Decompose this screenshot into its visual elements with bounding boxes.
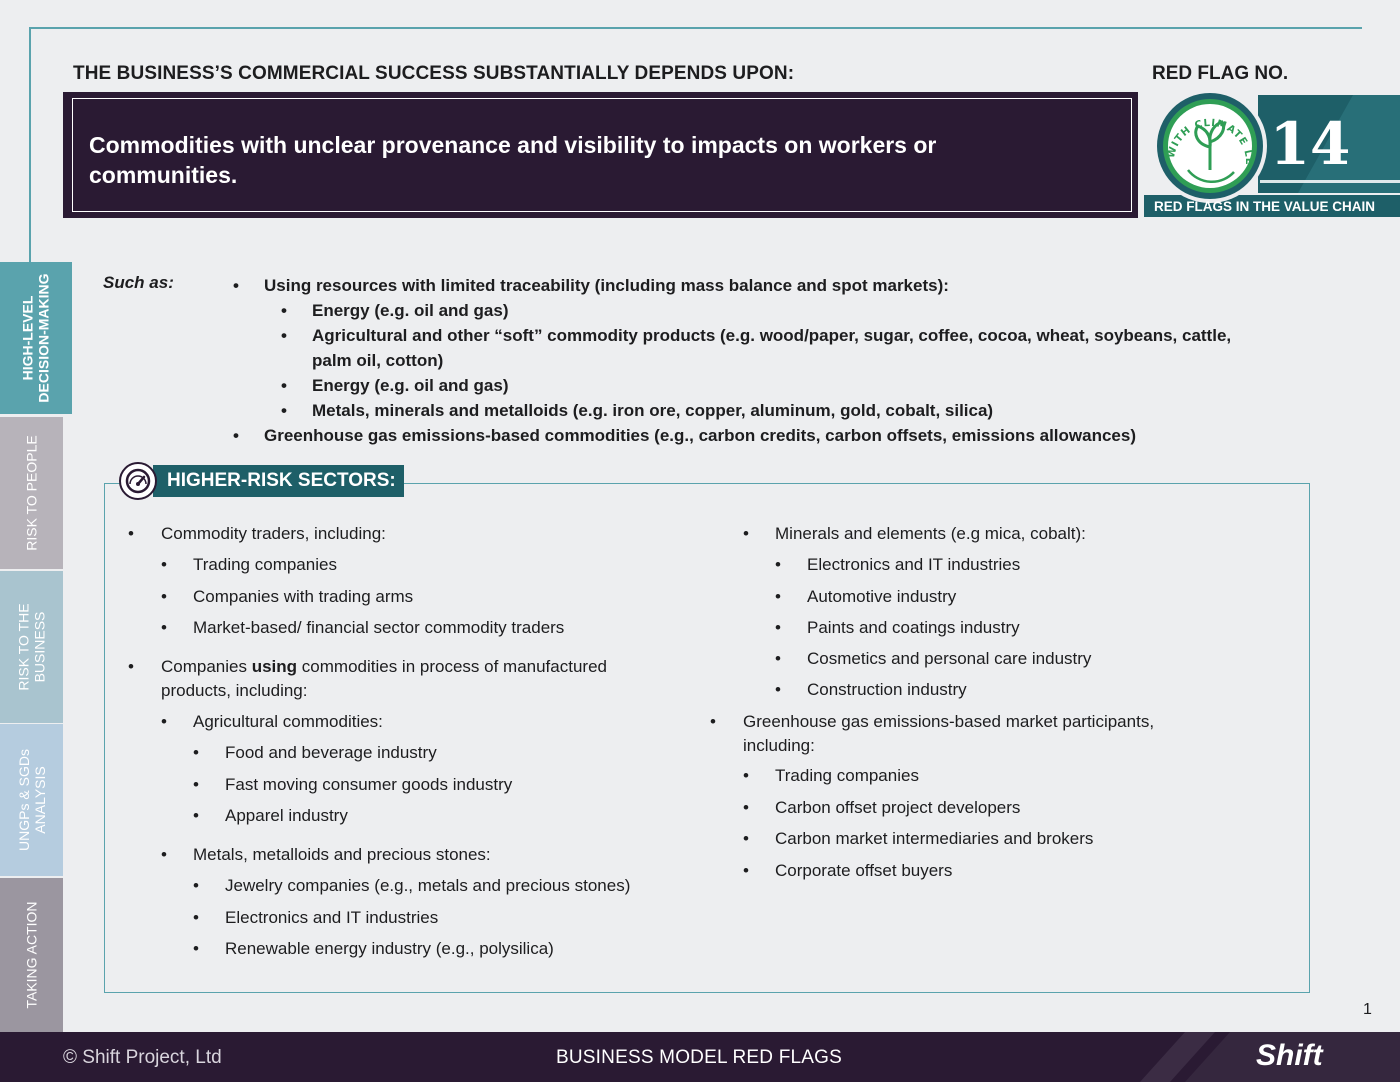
text-part-bold: using bbox=[251, 657, 298, 676]
list-item: • Energy (e.g. oil and gas) bbox=[281, 301, 509, 320]
list-item: Metals, metalloids and precious stones: bbox=[193, 845, 491, 864]
list-item: Food and beverage industry bbox=[225, 743, 437, 762]
tab-label-line: ANALYSIS bbox=[31, 766, 48, 834]
list-item: • Greenhouse gas emissions-based commodities (e.g., carbon credits, carbon offsets, emissions allowances) bbox=[233, 426, 1136, 445]
bullet: • bbox=[161, 845, 167, 864]
bullet: • bbox=[775, 555, 781, 574]
bullet: • bbox=[193, 806, 199, 825]
tab-label-line: HIGH-LEVEL bbox=[20, 295, 36, 381]
list-item: Corporate offset buyers bbox=[775, 861, 953, 880]
list-item bbox=[161, 655, 607, 679]
bullet: • bbox=[775, 649, 781, 668]
list-item: Construction industry bbox=[807, 680, 967, 699]
list-item-continued: products, including: bbox=[161, 681, 308, 700]
tab-label-line: UNGPs & SGDs bbox=[15, 749, 32, 851]
page-number: 1 bbox=[1363, 1001, 1372, 1018]
bullet: • bbox=[161, 618, 167, 637]
bullet: • bbox=[193, 908, 199, 927]
list-item: Paints and coatings industry bbox=[807, 618, 1020, 637]
list-item: Apparel industry bbox=[225, 806, 348, 825]
list-item: Fast moving consumer goods industry bbox=[225, 775, 513, 794]
shift-logo[interactable]: Shift bbox=[1256, 1039, 1323, 1072]
text-part: Companies bbox=[161, 657, 252, 676]
bullet: • bbox=[743, 861, 749, 880]
list-item: • Metals, minerals and metalloids (e.g. iron ore, copper, aluminum, gold, cobalt, silica) bbox=[281, 401, 994, 420]
list-item-text: Energy (e.g. oil and gas) bbox=[312, 376, 509, 395]
list-item: Renewable energy industry (e.g., polysilica) bbox=[225, 939, 554, 958]
depends-heading: THE BUSINESS’S COMMERCIAL SUCCESS SUBSTANTIALLY DEPENDS UPON: bbox=[73, 63, 795, 84]
list-item: Carbon market intermediaries and brokers bbox=[775, 829, 1094, 848]
tab-high-level-decision-making[interactable] bbox=[0, 262, 72, 414]
bullet: • bbox=[128, 524, 134, 543]
list-item: Cosmetics and personal care industry bbox=[807, 649, 1092, 668]
bullet: • bbox=[775, 680, 781, 699]
such-as-label: Such as: bbox=[103, 273, 174, 292]
list-item-text: Greenhouse gas emissions-based commodities (e.g., carbon credits, carbon offsets, emissions allowances) bbox=[264, 426, 1136, 445]
bullet: • bbox=[193, 876, 199, 895]
red-flag-label: RED FLAG NO. bbox=[1152, 63, 1289, 84]
tab-label-line: TAKING ACTION bbox=[23, 901, 40, 1009]
tab-ungps-sgds-analysis[interactable] bbox=[0, 724, 63, 876]
list-item: Companies with trading arms bbox=[193, 587, 414, 606]
tab-label-line: RISK TO THE bbox=[15, 603, 32, 691]
main-statement-border bbox=[72, 98, 1132, 212]
red-flag-number: 14 bbox=[1269, 110, 1351, 178]
bullet: • bbox=[193, 743, 199, 762]
main-statement-box bbox=[63, 92, 1138, 218]
frame-top-line bbox=[29, 27, 1362, 29]
bullet: • bbox=[128, 657, 134, 676]
bullet: • bbox=[161, 712, 167, 731]
tab-label-high-level bbox=[20, 273, 52, 402]
such-as-list bbox=[233, 273, 1243, 448]
list-item: Jewelry companies (e.g., metals and precious stones) bbox=[225, 876, 631, 895]
bullet: • bbox=[161, 555, 167, 574]
list-item: • Agricultural and other “soft” commodity products (e.g. wood/paper, sugar, coffee, cocoa, wheat, soybeans, cattle, palm oil, cotton) bbox=[281, 326, 1232, 370]
badge-graphic bbox=[1138, 92, 1400, 218]
list-item-continued: including: bbox=[743, 736, 815, 755]
main-statement: Commodities with unclear provenance and visibility to impacts on workers or communities. bbox=[89, 132, 937, 188]
list-item-text: Agricultural and other “soft” commodity products (e.g. wood/paper, sugar, coffee, cocoa, wheat, soybeans, cattle, palm oil, cotton) bbox=[312, 326, 1232, 370]
bullet: • bbox=[161, 587, 167, 606]
lens-text: WITH CLIMATE LE bbox=[1165, 117, 1255, 166]
bullet: • bbox=[743, 766, 749, 785]
footer bbox=[0, 1032, 1400, 1082]
tab-label-risk-business bbox=[16, 603, 48, 690]
sectors-left-column bbox=[128, 522, 698, 962]
tab-risk-to-business[interactable] bbox=[0, 571, 63, 723]
list-item: Commodity traders, including: bbox=[161, 524, 386, 543]
bullet: • bbox=[193, 939, 199, 958]
list-item: Greenhouse gas emissions-based market participants, bbox=[743, 712, 1155, 731]
list-item-text: Energy (e.g. oil and gas) bbox=[312, 301, 509, 320]
red-flag-badge bbox=[1138, 92, 1400, 218]
list-item-text: Using resources with limited traceability (including mass balance and spot markets): bbox=[264, 276, 949, 295]
tab-risk-to-people[interactable] bbox=[0, 417, 63, 569]
higher-risk-sectors-header bbox=[119, 464, 404, 498]
bullet: • bbox=[743, 524, 749, 543]
frame-left-line bbox=[29, 27, 31, 263]
list-item: Market-based/ financial sector commodity traders bbox=[193, 618, 565, 637]
text-part: commodities in process of manufactured bbox=[297, 657, 607, 676]
tab-label-ungps bbox=[16, 749, 48, 851]
list-item: • Energy (e.g. oil and gas) bbox=[281, 376, 509, 395]
higher-risk-sectors-title: HIGHER-RISK SECTORS: bbox=[153, 465, 404, 497]
tab-label-line: BUSINESS bbox=[31, 611, 48, 683]
list-item: Carbon offset project developers bbox=[775, 798, 1021, 817]
bullet: • bbox=[743, 829, 749, 848]
list-item: Trading companies bbox=[193, 555, 337, 574]
tab-label-line: DECISION-MAKING bbox=[36, 273, 52, 403]
footer-copyright: © Shift Project, Ltd bbox=[63, 1047, 222, 1068]
list-item-text: Metals, minerals and metalloids (e.g. iron ore, copper, aluminum, gold, cobalt, silica) bbox=[312, 401, 994, 420]
bullet: • bbox=[193, 775, 199, 794]
list-item: Electronics and IT industries bbox=[225, 908, 439, 927]
footer-title: BUSINESS MODEL RED FLAGS bbox=[556, 1047, 842, 1068]
list-item: Automotive industry bbox=[807, 587, 957, 606]
tab-label-taking-action bbox=[24, 901, 40, 1008]
list-item: Agricultural commodities: bbox=[193, 712, 383, 731]
tab-label-line: RISK TO PEOPLE bbox=[23, 435, 40, 551]
tab-label-risk-people bbox=[24, 435, 40, 550]
bullet: • bbox=[710, 712, 716, 731]
bullet: • bbox=[775, 587, 781, 606]
tab-taking-action[interactable] bbox=[0, 878, 63, 1032]
gauge-icon bbox=[119, 462, 157, 500]
badge-caption: RED FLAGS IN THE VALUE CHAIN bbox=[1154, 199, 1376, 214]
list-item: Trading companies bbox=[775, 766, 919, 785]
bullet: • bbox=[775, 618, 781, 637]
list-item: Electronics and IT industries bbox=[807, 555, 1021, 574]
list-item: Minerals and elements (e.g mica, cobalt): bbox=[775, 524, 1086, 543]
sectors-right-column bbox=[710, 522, 1270, 892]
list-item: • Using resources with limited traceability (including mass balance and spot markets): bbox=[233, 276, 949, 295]
bullet: • bbox=[743, 798, 749, 817]
